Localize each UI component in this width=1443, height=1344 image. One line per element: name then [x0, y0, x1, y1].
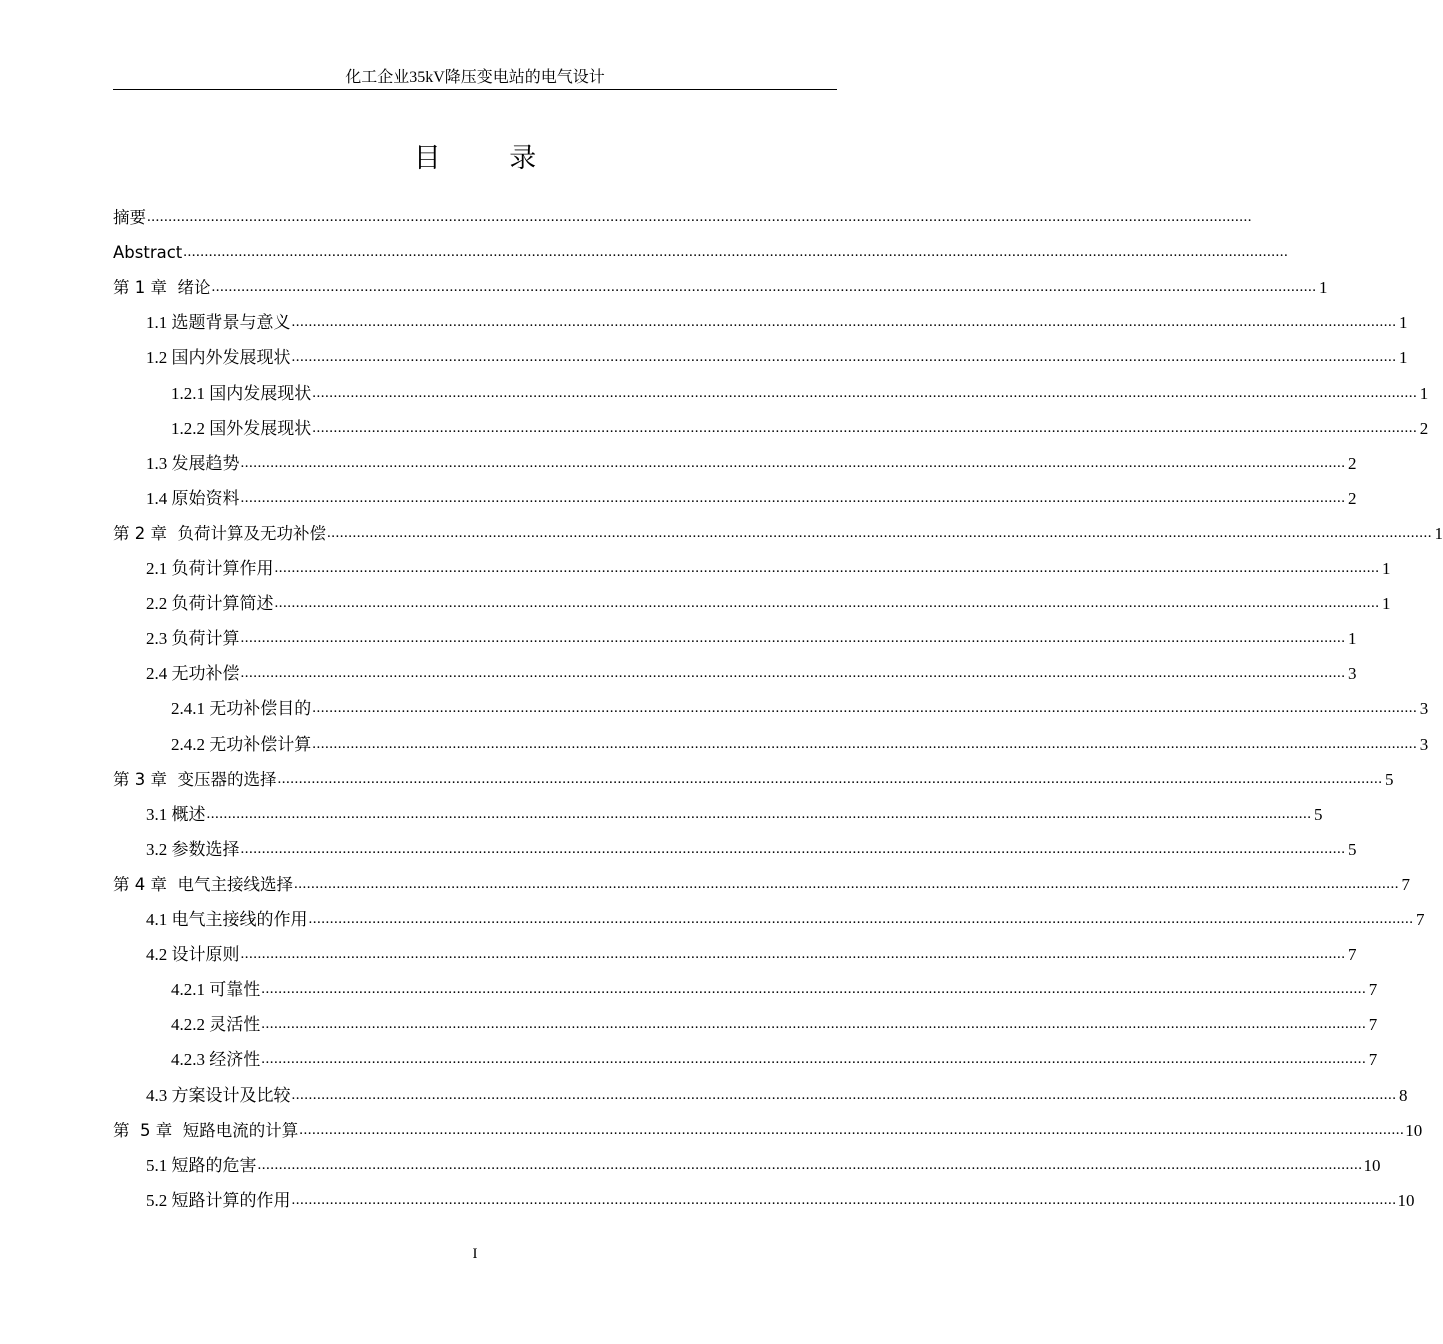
- toc-entry-label: 5.2 短路计算的作用: [146, 1190, 291, 1210]
- toc-entry-page: 7: [1416, 910, 1425, 929]
- toc-section-entry[interactable]: [113, 656, 1357, 691]
- toc-dot-leader: ....................................................................................................................................................................................................................................................................: [277, 770, 1383, 787]
- toc-entry-label: 2.3 负荷计算: [146, 629, 240, 649]
- toc-dot-leader: ....................................................................................................................................................................................................................................................................: [274, 595, 1380, 612]
- toc-entry-page: 5: [1384, 769, 1394, 789]
- toc-dot-leader: ....................................................................................................................................................................................................................................................................: [183, 244, 1289, 261]
- toc-entry-label: 1.4 原始资料: [146, 488, 240, 508]
- toc-entry-label: 4.2.2 灵活性: [171, 1015, 261, 1035]
- toc-entry-label: Abstract: [113, 243, 183, 263]
- toc-dot-leader: ....................................................................................................................................................................................................................................................................: [261, 1016, 1367, 1033]
- toc-entry-page: 10: [1363, 1155, 1381, 1175]
- toc-chapter-entry[interactable]: [113, 235, 1289, 270]
- toc-section-entry[interactable]: [113, 551, 1391, 586]
- toc-subsection-entry[interactable]: [113, 972, 1378, 1007]
- toc-entry-page: 3: [1419, 734, 1429, 754]
- toc-dot-leader: ....................................................................................................................................................................................................................................................................: [261, 1051, 1367, 1068]
- toc-section-entry[interactable]: [113, 1183, 1415, 1218]
- toc-dot-leader: ....................................................................................................................................................................................................................................................................: [291, 1191, 1397, 1208]
- toc-chapter-entry[interactable]: [113, 867, 1410, 902]
- toc-entry-page: 3: [1419, 699, 1429, 719]
- toc-section-entry[interactable]: [113, 305, 1408, 340]
- toc-dot-leader: ....................................................................................................................................................................................................................................................................: [308, 911, 1414, 927]
- toc-entry-label: 2.4.1 无功补偿目的: [171, 699, 312, 719]
- toc-dot-leader: ....................................................................................................................................................................................................................................................................: [240, 454, 1346, 471]
- toc-entry-page: 7: [1368, 980, 1378, 1000]
- toc-entry-page: 1: [1399, 348, 1408, 368]
- toc-dot-leader: ....................................................................................................................................................................................................................................................................: [291, 314, 1397, 331]
- toc-entry-page: 1: [1382, 594, 1391, 614]
- toc-entry-label: 3.1 概述: [146, 804, 206, 824]
- toc-section-entry[interactable]: [113, 797, 1323, 832]
- toc-subsection-entry[interactable]: [113, 727, 1429, 762]
- toc-entry-label: 2.1 负荷计算作用: [146, 559, 274, 578]
- toc-subsection-entry[interactable]: [113, 1007, 1378, 1042]
- toc-entry-page: 3: [1348, 664, 1357, 684]
- toc-entry-page: 5: [1348, 839, 1357, 859]
- toc-dot-leader: ....................................................................................................................................................................................................................................................................: [293, 875, 1399, 892]
- toc-entry-page: 1: [1434, 523, 1443, 543]
- toc-entry-page: 1: [1348, 629, 1357, 649]
- toc-dot-leader: ....................................................................................................................................................................................................................................................................: [326, 524, 1432, 541]
- toc-section-entry[interactable]: [113, 621, 1357, 656]
- toc-section-entry[interactable]: [113, 481, 1357, 516]
- toc-section-entry[interactable]: [113, 937, 1357, 972]
- toc-dot-leader: ....................................................................................................................................................................................................................................................................: [299, 1121, 1405, 1138]
- toc-entry-label: 4.2.1 可靠性: [171, 980, 261, 1000]
- toc-dot-leader: ....................................................................................................................................................................................................................................................................: [240, 630, 1346, 647]
- toc-section-entry[interactable]: [113, 446, 1357, 481]
- toc-heading: 目 录: [413, 143, 567, 174]
- toc-subsection-entry[interactable]: [113, 1042, 1378, 1077]
- toc-dot-leader: ....................................................................................................................................................................................................................................................................: [240, 489, 1346, 506]
- toc-chapter-entry[interactable]: [113, 270, 1328, 305]
- toc-entry-label: 第 3 章 变压器的选择: [113, 769, 277, 789]
- toc-section-entry[interactable]: [113, 832, 1357, 867]
- toc-dot-leader: ....................................................................................................................................................................................................................................................................: [291, 349, 1397, 366]
- toc-entry-page: 10: [1405, 1120, 1423, 1140]
- toc-subsection-entry[interactable]: [113, 691, 1429, 726]
- toc-entry-label: 第 4 章 电气主接线选择: [113, 874, 293, 894]
- toc-entry-page: 8: [1399, 1085, 1408, 1105]
- toc-dot-leader: ....................................................................................................................................................................................................................................................................: [312, 384, 1418, 401]
- toc-entry-label: 4.3 方案设计及比较: [146, 1085, 291, 1105]
- toc-entry-page: 5: [1314, 804, 1323, 824]
- toc-entry-page: 1: [1318, 278, 1328, 298]
- toc-section-entry[interactable]: [113, 1078, 1408, 1113]
- toc-entry-page: 1: [1399, 313, 1408, 333]
- toc-entry-page: 1: [1382, 559, 1391, 578]
- toc-dot-leader: ....................................................................................................................................................................................................................................................................: [274, 560, 1380, 576]
- toc-entry-page: 7: [1348, 945, 1357, 965]
- toc-entry-page: 2: [1348, 488, 1357, 508]
- toc-section-entry[interactable]: [113, 1148, 1381, 1183]
- toc-chapter-entry[interactable]: [113, 762, 1394, 797]
- toc-dot-leader: ....................................................................................................................................................................................................................................................................: [261, 981, 1367, 998]
- toc-dot-leader: ....................................................................................................................................................................................................................................................................: [240, 665, 1346, 682]
- footer-page-number: I: [472, 1246, 478, 1262]
- toc-entry-label: 第 1 章 绪论: [113, 278, 211, 298]
- toc-dot-leader: ....................................................................................................................................................................................................................................................................: [312, 735, 1418, 752]
- toc-section-entry[interactable]: [113, 586, 1391, 621]
- toc-entry-label: 第 5 章 短路电流的计算: [113, 1120, 299, 1140]
- toc-dot-leader: ....................................................................................................................................................................................................................................................................: [240, 946, 1346, 963]
- toc-entry-label: 2.4.2 无功补偿计算: [171, 734, 312, 754]
- toc-entry-label: 3.2 参数选择: [146, 839, 240, 859]
- toc-entry-label: 2.2 负荷计算简述: [146, 594, 274, 614]
- toc-dot-leader: ....................................................................................................................................................................................................................................................................: [240, 840, 1346, 857]
- toc-chapter-entry[interactable]: [113, 1113, 1423, 1148]
- toc-entry-page: 2: [1419, 418, 1429, 438]
- toc-subsection-entry[interactable]: [113, 411, 1429, 446]
- toc-entry-page: 7: [1401, 874, 1410, 894]
- toc-entry-label: 1.2.2 国外发展现状: [171, 418, 312, 438]
- toc-dot-leader: ....................................................................................................................................................................................................................................................................: [147, 209, 1252, 225]
- toc-entry-page: 7: [1368, 1015, 1378, 1035]
- toc-entry-label: 4.2 设计原则: [146, 945, 240, 965]
- toc-entry-page: 7: [1368, 1050, 1378, 1070]
- toc-dot-leader: ....................................................................................................................................................................................................................................................................: [257, 1156, 1363, 1173]
- running-header-title: 化工企业35kV降压变电站的电气设计: [345, 69, 605, 86]
- toc-dot-leader: ....................................................................................................................................................................................................................................................................: [312, 419, 1418, 436]
- toc-entry-label: 4.1 电气主接线的作用: [146, 910, 308, 929]
- toc-entry-page: 2: [1348, 453, 1357, 473]
- toc-subsection-entry[interactable]: [113, 376, 1429, 411]
- toc-entry-label: 5.1 短路的危害: [146, 1155, 257, 1175]
- toc-entry-label: 1.3 发展趋势: [146, 453, 240, 473]
- toc-section-entry[interactable]: [113, 902, 1425, 937]
- toc-entry-page: 1: [1419, 383, 1429, 403]
- toc-dot-leader: ....................................................................................................................................................................................................................................................................: [206, 805, 1312, 822]
- toc-entry-page: 10: [1397, 1190, 1415, 1210]
- toc-entry-label: 第 2 章 负荷计算及无功补偿: [113, 523, 326, 543]
- toc-entry-label: 1.1 选题背景与意义: [146, 313, 291, 333]
- toc-entry-label: 1.2 国内外发展现状: [146, 348, 291, 368]
- toc-dot-leader: ....................................................................................................................................................................................................................................................................: [291, 1086, 1397, 1103]
- toc-dot-leader: ....................................................................................................................................................................................................................................................................: [211, 279, 1317, 296]
- toc-chapter-entry[interactable]: [113, 516, 1443, 551]
- toc-entry-label: 1.2.1 国内发展现状: [171, 383, 312, 403]
- toc-section-entry[interactable]: [113, 340, 1408, 375]
- toc-dot-leader: ....................................................................................................................................................................................................................................................................: [312, 700, 1418, 717]
- toc-entry-label: 2.4 无功补偿: [146, 664, 240, 684]
- toc-entry-label: 摘要: [113, 208, 146, 227]
- toc-entry-label: 4.2.3 经济性: [171, 1050, 261, 1070]
- header-divider: [113, 89, 837, 90]
- toc-chapter-entry[interactable]: [113, 200, 1252, 235]
